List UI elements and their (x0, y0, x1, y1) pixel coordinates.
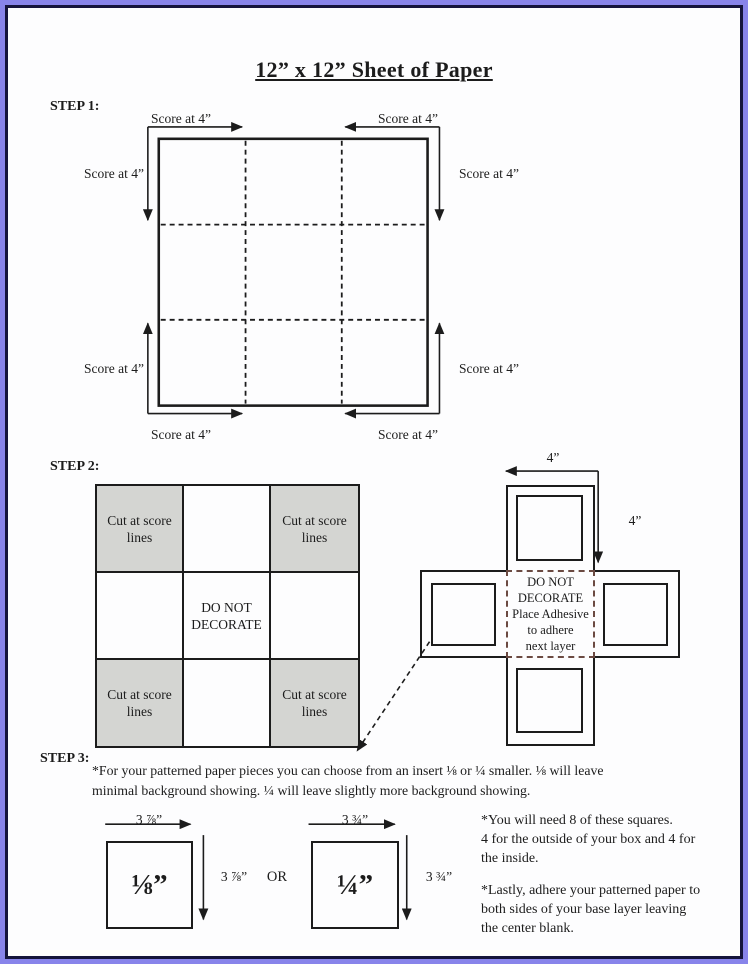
score-dashed-lines (161, 141, 426, 404)
score-label-right-lower: Score at 4” (459, 361, 519, 376)
step3-note-adhere (481, 881, 743, 938)
step1-sheet-square (159, 139, 428, 406)
cross-center-line: next layer (525, 639, 576, 653)
large-insert-square: ¼” (311, 841, 399, 929)
step3-note-quantity (481, 811, 743, 868)
page-title: 12” x 12” Sheet of Paper (255, 57, 493, 82)
score-label-left-lower: Score at 4” (84, 361, 144, 376)
cross-height-label: 4” (628, 513, 642, 528)
note-line: *You will need 8 of these squares. (481, 813, 673, 828)
small-square-height-label: 3 ⅞” (220, 869, 248, 884)
score-arrow-top-right (345, 127, 439, 220)
or-label: OR (266, 869, 288, 885)
grid-cell-blank-right (271, 573, 358, 660)
grid-cell-cut-tr: Cut at score lines (271, 486, 358, 573)
cross-inner-square-bottom (516, 668, 583, 733)
grid-cell-cut-bl: Cut at score lines (97, 660, 184, 746)
cross-inner-square-right (603, 583, 668, 646)
cross-center-line: DO NOT (527, 575, 574, 589)
cross-inner-square-top (516, 495, 583, 561)
large-square-width-label: 3 ¾” (341, 812, 369, 827)
cross-inner-square-left (431, 583, 496, 646)
cross-center-line: Place Adhesive (512, 607, 589, 621)
note-line: the inside. (481, 851, 539, 866)
score-arrow-top-left (148, 127, 242, 220)
score-arrow-bottom-left (148, 323, 242, 413)
grid-cell-blank-top (184, 486, 271, 573)
score-label-top-left: Score at 4” (151, 111, 211, 126)
small-square-width-label: 3 ⅞” (135, 812, 163, 827)
large-square-height-label: 3 ¾” (425, 869, 453, 884)
cross-width-label: 4” (546, 450, 560, 465)
score-label-bottom-right: Score at 4” (378, 427, 438, 442)
step3-intro-line: *For your patterned paper pieces you can choose from an insert ⅛ or ¼ smaller. ⅛ will leave (92, 763, 604, 778)
step3-intro (92, 761, 672, 800)
grid-cell-center: DO NOT DECORATE (184, 573, 271, 660)
step3-intro-line: minimal background showing. ¼ will leave slightly more background showing. (92, 782, 531, 798)
cross-center-line: to adhere (527, 623, 574, 637)
score-arrow-bottom-right (345, 323, 439, 413)
grid-cell-blank-bottom (184, 660, 271, 746)
step2-label: STEP 2: (50, 459, 100, 474)
small-insert-square: ⅛” (106, 841, 193, 929)
grid-cell-blank-left (97, 573, 184, 660)
cross-center-adhesive-area (506, 570, 595, 658)
grid-cell-cut-br: Cut at score lines (271, 660, 358, 746)
step1-label: STEP 1: (50, 99, 100, 114)
score-label-top-right: Score at 4” (378, 111, 438, 126)
note-line: both sides of your base layer leaving (481, 902, 687, 917)
score-label-left-upper: Score at 4” (84, 166, 144, 181)
note-line: *Lastly, adhere your patterned paper to (481, 883, 701, 898)
grid-cell-cut-tl: Cut at score lines (97, 486, 184, 573)
note-line: the center blank. (481, 921, 574, 936)
note-line: 4 for the outside of your box and 4 for (481, 832, 696, 847)
step3-label: STEP 3: (40, 751, 90, 766)
step2-cut-grid (95, 484, 360, 748)
insert-pointer-arrow (357, 642, 429, 751)
sheet-content (5, 5, 743, 959)
score-label-right-upper: Score at 4” (459, 166, 519, 181)
score-label-bottom-left: Score at 4” (151, 427, 211, 442)
cross-center-line: DECORATE (517, 591, 584, 605)
